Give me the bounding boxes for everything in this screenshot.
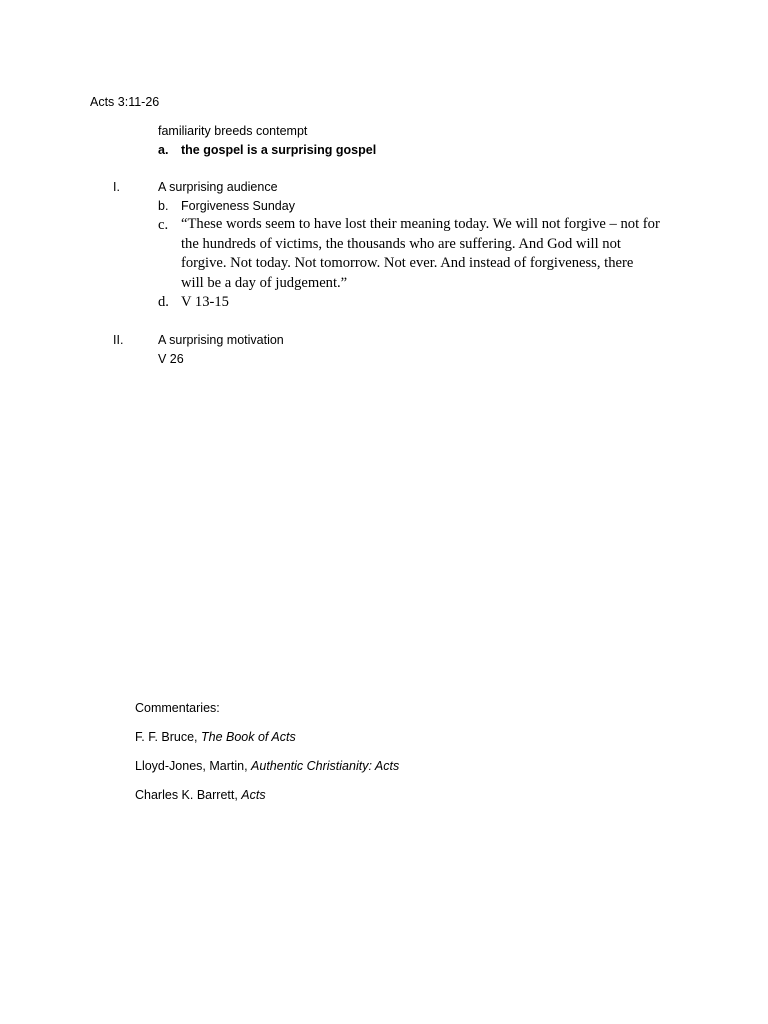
list-item-a: the gospel is a surprising gospel [181, 143, 377, 157]
section-1-numeral: I. [113, 180, 120, 194]
quote-line: will be a day of judgement.” [181, 274, 348, 291]
quote-paragraph [181, 215, 701, 293]
commentary-entry [135, 729, 296, 745]
commentaries-heading: Commentaries: [135, 701, 220, 715]
quote-line: forgive. Not today. Not tomorrow. Not ever. And instead of forgiveness, there [181, 255, 634, 272]
commentary-entry [135, 758, 399, 774]
commentary-title: The Book of Acts [201, 730, 296, 744]
quote-line: “These words seem to have lost their meaning today. We will not forgive – not for [181, 216, 660, 232]
list-marker-a: a. [158, 143, 169, 157]
commentary-title: Acts [241, 788, 266, 802]
commentary-author: F. F. Bruce, [135, 730, 201, 744]
list-marker-d: d. [158, 294, 169, 310]
commentary-author: Lloyd-Jones, Martin, [135, 759, 252, 773]
section-2-verse: V 26 [158, 352, 184, 366]
list-marker-b: b. [158, 199, 169, 213]
commentary-author: Charles K. Barrett, [135, 788, 242, 802]
commentary-title: Authentic Christianity: Acts [251, 759, 400, 773]
section-2-title: A surprising motivation [158, 333, 284, 347]
list-marker-c: c. [158, 217, 169, 233]
document-heading: Acts 3:11-26 [90, 95, 160, 109]
section-2-numeral: II. [113, 333, 124, 347]
section-1-title: A surprising audience [158, 180, 278, 194]
quote-line: the hundreds of victims, the thousands who are suffering. And God will not [181, 235, 621, 252]
commentary-entry [135, 787, 266, 803]
list-item-d: V 13-15 [181, 294, 229, 310]
list-item-b: Forgiveness Sunday [181, 199, 295, 213]
intro-line: familiarity breeds contempt [158, 124, 308, 138]
